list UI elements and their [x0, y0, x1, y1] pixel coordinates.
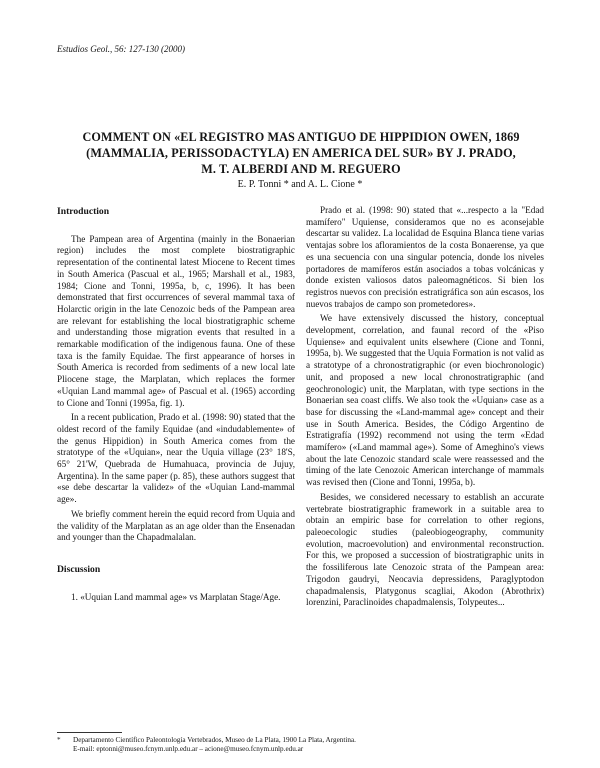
title-line-1: COMMENT ON «EL REGISTRO MAS ANTIGUO DE HIPPIDION OWEN, 1869 [82, 130, 520, 144]
left-column [57, 206, 295, 606]
footnote-email: E-mail: eptonni@museo.fcnym.unlp.edu.ar – acione@museo.fcnym.unlp.edu.ar [73, 745, 304, 753]
discussion-heading: Discussion [57, 563, 101, 575]
title-line-3: M. T. ALBERDI AND M. REGUERO [201, 162, 401, 176]
introduction-heading: Introduction [57, 206, 110, 217]
intro-paragraph-2: In a recent publication, Prado et al. (1998: 90) stated that the oldest record of the family Equidae (and «indudablemente» of the genus Hippidion) in South America comes from the stratotype of the «Uquian», near the Uquia village (23° 18'S, 65° 21'W, Quebrada de Humahuaca, provincia de Jujuy, Argentina). In the same paper (p. 85), these authors suggest that «se debe descartar la validez» of the «Uquian Land-mammal age». [57, 412, 295, 505]
article-title [40, 129, 562, 177]
title-line-2: (MAMMALIA, PERISSODACTYLA) EN AMERICA DEL SUR» BY J. PRADO, [86, 146, 516, 160]
authors: E. P. Tonni * and A. L. Cione * [237, 179, 363, 190]
intro-paragraph-3: We briefly comment herein the equid record from Uquia and the validity of the Marplatan as an age older than the Ensenadan and younger than the Chapadmalalan. [57, 508, 295, 543]
journal-citation: Estudios Geol., 56: 127-130 (2000) [57, 44, 185, 54]
discussion-paragraph-1: 1. «Uquian Land mammal age» vs Marplatan Stage/Age. [71, 591, 281, 602]
right-paragraph-3: Besides, we considered necessary to establish an accurate vertebrate biostratigraphic framework in a suitable area to obtain an empiric base for correlation to other regions, paleoecologic studies (paleobiogeography, community evolution, macroevolution) and environmental reconstruction. For this, we proposed a succession of biostratigraphic units in the fossiliferous late Cenozoic strata of the Pampean area: Trigodon gaudryi, Neocavia depressidens, Paraglyptodon chapadmalensis, Platygonus scagliai, Akodon (Abrothrix) lorenzini, Paraclinoides chapadmalensis, Tolypeutes... [306, 491, 544, 608]
footnote-mark: * [57, 736, 61, 744]
footnote-affiliation: Departamento Científico Paleontología Vertebrados, Museo de La Plata, 1900 La Plata, Argentina. [73, 736, 356, 744]
right-column [306, 205, 544, 612]
footnote-divider [57, 732, 122, 733]
right-paragraph-1: Prado et al. (1998: 90) stated that «...respecto a la "Edad mamífero" Uquiense, consideramos que no es aconsejable descartar su validez. La localidad de Esquina Blanca tiene varias ventajas sobre los afloramientos de la costa Bonaerense, ya que es una secuencia con una singular potencia, donde los niveles portadores de mamíferos están asociados a tobas volcánicas y donde existen valiosos datos paleomagnéticos. Si bien los registros nuevos con precisión estratigráfica son aún escasos, los nuevos trabajos de campo son prometedores». [306, 205, 544, 309]
right-paragraph-2: We have extensively discussed the history, conceptual development, correlation, and faunal record of the «Piso Uquiense» and equivalent units elsewhere (Cione and Tonni, 1995a, b). We suggested that the Uquia Formation is not valid as a stratotype of a chronostratigraphic (or even biochronologic) unit, and proposed a new local chronostratigraphic (and geochronologic) unit, the Marplatan, with type sections in the Bonaerian sea coast cliffs. We also took the «Uquian» case as a base for discussing the «Land-mammal age» concept and their use in South America. Besides, the Código Argentino de Estratigrafía (1992) recommend not using the term «Edad mamífero» («Land mammal age»). Some of Ameghino's views about the late Cenozoic standard scale were reassessed and the timing of the late Cenozoic American interchange of mammals was revised then (Cione and Tonni, 1995a, b). [306, 313, 544, 488]
footnote [57, 736, 547, 754]
intro-paragraph-1: The Pampean area of Argentina (mainly in the Bonaerian region) includes the most complete biostratigraphic representation of the continental latest Miocene to Recent times in South America (Pascual et al., 1965; Marshall et al., 1983, 1984; Cione and Tonni, 1995a, b, c, 1996). It has been demonstrated that first occurrences of several mammal taxa of Holarctic origin in the late Cenozoic beds of the Pampean area are relevant for establishing the local biostratigraphic scheme and understanding those migration events that resulted in a remarkable modification of the indigenous fauna. One of these taxa is the family Equidae. The first appearance of horses in South America is recorded from sediments of a new local late Pliocene stage, the Marplatan, which replaces the former «Uquian Land mammal age» of Pascual et al. (1965) according to Cione and Tonni (1995a, fig. 1). [57, 233, 295, 408]
